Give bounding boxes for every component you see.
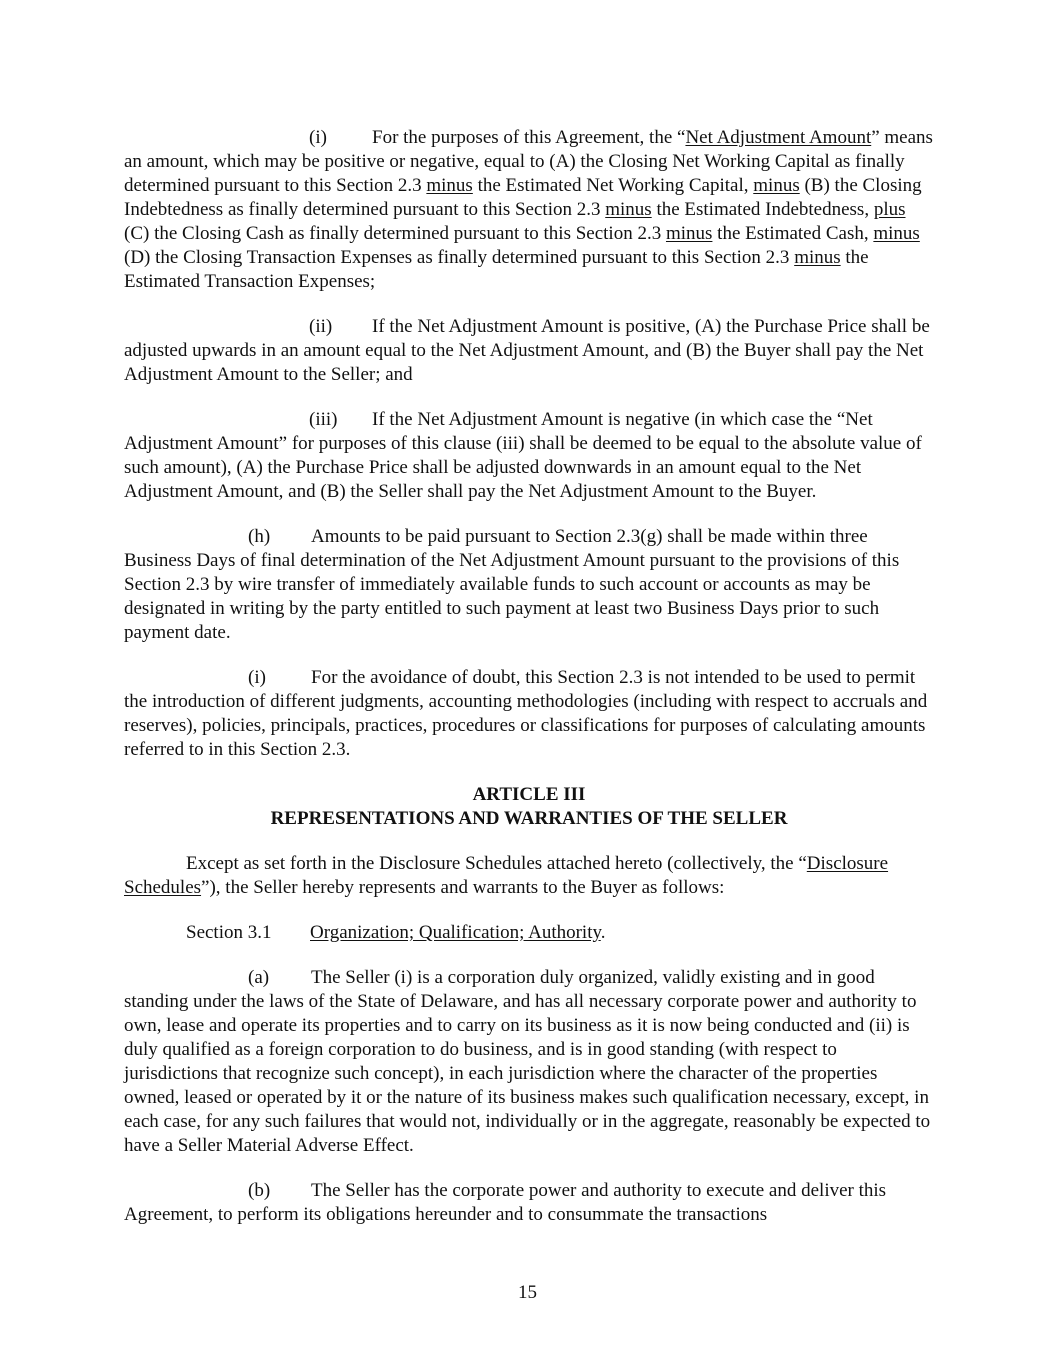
intro-paragraph xyxy=(124,852,934,900)
paragraph-text: The Seller has the corporate power and authority to execute and deliver this Agreement, to perform its obligations hereunder and to consummate the transactions xyxy=(124,1180,887,1225)
underlined-term: minus xyxy=(753,175,800,196)
paragraph-i xyxy=(124,666,934,762)
section-title: Organization; Qualification; Authority xyxy=(310,922,601,943)
paragraph-text: For the purposes of this Agreement, the “ xyxy=(372,127,686,148)
paragraph-text: ” means an amount, which may be positive or negative, equal to (A) the Closing Net Working Capital as finally determined pursuant to this Section 2.3 xyxy=(124,127,933,196)
paragraph-text: Amounts to be paid pursuant to Section 2.3(g) shall be made within three Business Days of final determination of the Net Adjustment Amount pursuant to the provisions of this Section 2.3 by wire transfer of immediately available funds to such account or accounts as may be designated in writing by the party entitled to such payment at least two Business Days prior to such payment date. xyxy=(124,526,900,643)
article-title: REPRESENTATIONS AND WARRANTIES OF THE SELLER xyxy=(270,808,788,829)
section-3-1-heading xyxy=(124,921,934,945)
clause-label: (h) xyxy=(248,526,271,547)
underlined-term: minus xyxy=(873,223,920,244)
underlined-term: minus xyxy=(665,223,713,244)
defined-term-net-adjustment-amount: Net Adjustment Amount xyxy=(685,127,872,148)
clause-label: (ii) xyxy=(309,316,333,337)
clause-label: (i) xyxy=(309,127,327,148)
defined-term-disclosure-schedules: Disclosure Schedules xyxy=(124,853,889,898)
clause-label: (b) xyxy=(248,1180,271,1201)
paragraph-b xyxy=(124,1179,934,1227)
underlined-term: minus xyxy=(605,199,652,220)
paragraph-text: The Seller (i) is a corporation duly organized, validly existing and in good standing under the laws of the State of Delaware, and has all necessary corporate power and authority to own, lease and operate its properties and to carry on its business as it is now being conducted and (ii) is duly qualified as a foreign corporation to do business, and is in good standing (with respect to jurisdictions that recognize such concept), in each jurisdiction where the character of the properties owned, leased or operated by it or the nature of its business makes such qualification necessary, except, in each case, for any such failures that would not, individually or in the aggregate, reasonably be expected to have a Seller Material Adverse Effect. xyxy=(124,967,931,1156)
paragraph-text: (C) the Closing Cash as finally determined pursuant to this Section 2.3 xyxy=(124,223,666,244)
paragraph-text: If the Net Adjustment Amount is negative (in which case the “Net Adjustment Amount” for purposes of this clause (iii) shall be deemed to be equal to the absolute value of such amount), (A) the Purchase Price shall be adjusted downwards in an amount equal to the Net Adjustment Amount, and (B) the Seller shall pay the Net Adjustment Amount to the Buyer. xyxy=(124,409,922,502)
article-number: ARTICLE III xyxy=(472,784,586,805)
paragraph-g-ii xyxy=(124,315,934,387)
paragraph-text: For the avoidance of doubt, this Section 2.3 is not intended to be used to permit the introduction of different judgments, accounting methodologies (including with respect to accruals and reserves), policies, principals, practices, procedures or classifications for purposes of calculating amounts referred to in this Section 2.3. xyxy=(124,667,928,760)
page-number: 15 xyxy=(518,1282,537,1303)
paragraph-g-i xyxy=(124,126,934,294)
paragraph-text: the Estimated Net Working Capital, xyxy=(472,175,754,196)
clause-label: (a) xyxy=(248,967,270,988)
paragraph-text: the Estimated Indebtedness, xyxy=(651,199,874,220)
underlined-term: plus xyxy=(873,199,906,220)
paragraph-text: the Estimated Cash, xyxy=(712,223,874,244)
paragraph-text: If the Net Adjustment Amount is positive, (A) the Purchase Price shall be adjusted upwards in an amount equal to the Net Adjustment Amount, and (B) the Buyer shall pay the Net Adjustment Amount to the Seller; and xyxy=(124,316,930,385)
paragraph-text: (B) the Closing Indebtedness as finally determined pursuant to this Section 2.3 xyxy=(124,175,922,220)
paragraph-a xyxy=(124,966,934,1158)
section-title-period: . xyxy=(600,922,606,943)
clause-label: (i) xyxy=(248,667,266,688)
underlined-term: minus xyxy=(426,175,473,196)
clause-label: (iii) xyxy=(309,409,338,430)
paragraph-h xyxy=(124,525,934,645)
paragraph-g-iii xyxy=(124,408,934,504)
paragraph-text: ”), the Seller hereby represents and warrants to the Buyer as follows: xyxy=(201,877,725,898)
underlined-term: minus xyxy=(794,247,841,268)
paragraph-text: Except as set forth in the Disclosure Schedules attached hereto (collectively, the “ xyxy=(186,853,807,874)
document-page xyxy=(124,126,934,1227)
section-number: Section 3.1 xyxy=(186,922,272,943)
paragraph-text: (D) the Closing Transaction Expenses as finally determined pursuant to this Section 2.3 xyxy=(124,247,795,268)
paragraph-text: the Estimated Transaction Expenses; xyxy=(124,247,869,292)
